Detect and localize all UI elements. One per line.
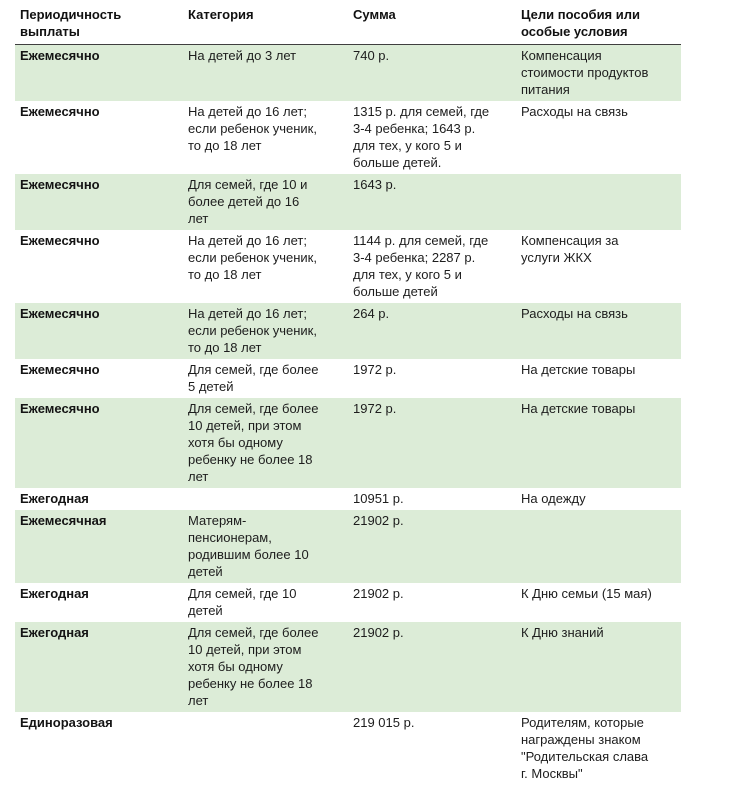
cell-category: Для семей, где 10 и более детей до 16 лет (183, 174, 348, 230)
cell-purpose: К Дню знаний (516, 622, 681, 712)
cell-purpose: Компенсация за услуги ЖКХ (521, 233, 619, 265)
cell-periodicity: Ежегодная (15, 622, 183, 712)
cell-category: На детей до 16 лет; если ребенок ученик, то до 18 лет (183, 303, 348, 359)
cell-amount: 21902 р. (348, 510, 516, 583)
cell-amount: 1315 р. для семей, где 3-4 ребенка; 1643 р. для тех, у кого 5 и больше детей. (353, 104, 490, 170)
cell-periodicity: Ежегодная (20, 491, 89, 506)
cell-amount: 21902 р. (348, 622, 516, 712)
table-row (15, 398, 681, 488)
table-body (15, 45, 681, 786)
cell-amount: 1972 р. (348, 398, 516, 488)
cell-purpose: К Дню семьи (15 мая) (521, 586, 652, 601)
cell-periodicity: Ежемесячно (20, 362, 100, 377)
table-row (15, 303, 681, 359)
cell-purpose (516, 174, 681, 230)
cell-amount: 264 р. (348, 303, 516, 359)
cell-purpose: Расходы на связь (516, 303, 681, 359)
header-cell-purpose: Цели пособия или особые условия (516, 4, 681, 45)
cell-purpose: Расходы на связь (521, 104, 628, 119)
cell-category: Матерям-пенсионерам, родившим более 10 детей (183, 510, 348, 583)
cell-category: На детей до 16 лет; если ребенок ученик, то до 18 лет (188, 104, 317, 153)
table-row (15, 712, 681, 785)
cell-periodicity: Ежемесячно (15, 398, 183, 488)
table-row (15, 45, 681, 102)
cell-category: Для семей, где более 5 детей (188, 362, 319, 394)
table-row (15, 230, 681, 303)
cell-periodicity: Ежемесячно (20, 233, 100, 248)
cell-purpose: Компенсация стоимости продуктов питания (516, 45, 681, 102)
cell-amount: 1972 р. (353, 362, 397, 377)
cell-category: Для семей, где 10 детей (188, 586, 297, 618)
header-cell-amount: Сумма (348, 4, 516, 45)
cell-periodicity: Ежемесячно (20, 104, 100, 119)
table-row (15, 583, 681, 622)
cell-amount: 740 р. (348, 45, 516, 102)
cell-amount: 21902 р. (353, 586, 404, 601)
cell-amount: 10951 р. (353, 491, 404, 506)
table-row (15, 488, 681, 510)
cell-purpose (516, 510, 681, 583)
cell-amount: 1144 р. для семей, где 3-4 ребенка; 2287 р. для тех, у кого 5 и больше детей (353, 233, 489, 299)
header-row (15, 4, 681, 45)
table-header (15, 4, 681, 45)
cell-purpose: На детские товары (521, 362, 636, 377)
cell-purpose: На одежду (521, 491, 586, 506)
cell-category: На детей до 16 лет; если ребенок ученик, то до 18 лет (188, 233, 317, 282)
cell-amount: 219 015 р. (353, 715, 415, 730)
cell-periodicity: Ежемесячно (15, 45, 183, 102)
cell-category (183, 488, 348, 510)
cell-purpose: На детские товары (516, 398, 681, 488)
table-row (15, 174, 681, 230)
cell-category: На детей до 3 лет (183, 45, 348, 102)
cell-periodicity: Ежемесячно (15, 303, 183, 359)
table-row (15, 510, 681, 583)
cell-periodicity: Ежемесячная (15, 510, 183, 583)
cell-category (183, 712, 348, 785)
cell-periodicity: Ежегодная (20, 586, 89, 601)
benefits-table (15, 4, 681, 785)
header-cell-category: Категория (183, 4, 348, 45)
cell-periodicity: Единоразовая (20, 715, 113, 730)
table-row (15, 622, 681, 712)
cell-purpose: Родителям, которые награждены знаком "Родительская слава г. Москвы" (521, 715, 649, 781)
header-cell-periodicity: Периодичность выплаты (15, 4, 183, 45)
cell-category: Для семей, где более 10 детей, при этом хотя бы одному ребенку не более 18 лет (183, 622, 348, 712)
table-row (15, 101, 681, 174)
cell-amount: 1643 р. (348, 174, 516, 230)
table-row (15, 359, 681, 398)
cell-periodicity: Ежемесячно (15, 174, 183, 230)
cell-category: Для семей, где более 10 детей, при этом хотя бы одному ребенку не более 18 лет (183, 398, 348, 488)
